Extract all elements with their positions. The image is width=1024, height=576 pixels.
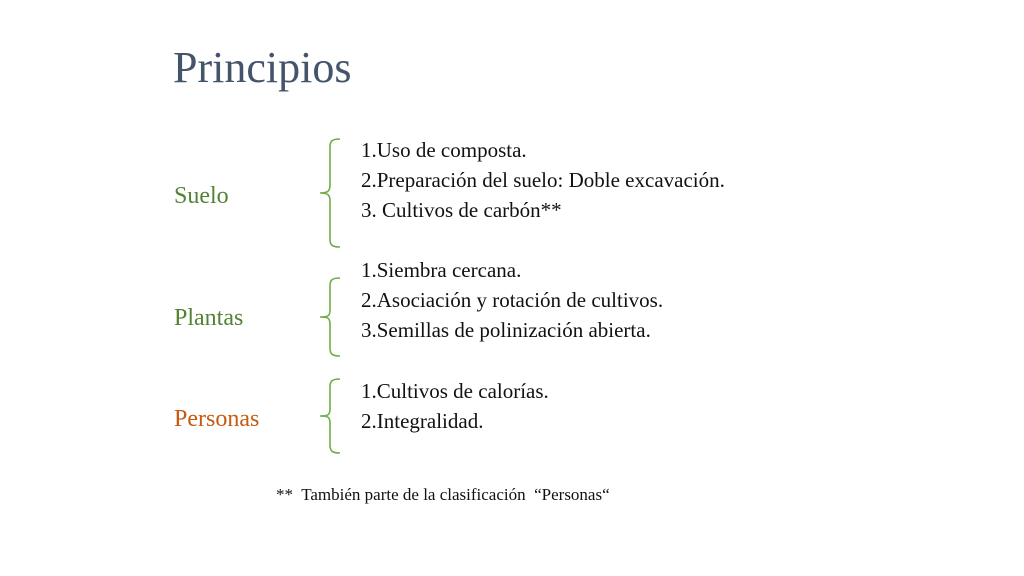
footnote: ** También parte de la clasificación “Personas“ (276, 485, 610, 504)
list-item: 1.Siembra cercana. (361, 258, 522, 282)
group-label-personas: Personas (174, 406, 260, 432)
list-item: 1.Cultivos de calorías. (361, 379, 549, 403)
list-item: 1.Uso de composta. (361, 138, 527, 162)
brace-personas-shape (318, 377, 344, 455)
brace-personas (318, 377, 344, 455)
list-item: 3.Semillas de polinización abierta. (361, 318, 651, 342)
list-item: 3. Cultivos de carbón** (361, 198, 562, 222)
page-title: Principios (173, 43, 352, 92)
list-item: 2.Preparación del suelo: Doble excavación. (361, 168, 725, 192)
brace-plantas-shape (318, 276, 344, 358)
list-item: 2.Integralidad. (361, 409, 484, 433)
list-item: 2.Asociación y rotación de cultivos. (361, 288, 664, 312)
brace-suelo-shape (318, 137, 344, 249)
list-plantas (361, 255, 663, 345)
group-label-suelo: Suelo (174, 183, 229, 209)
brace-suelo (318, 137, 344, 249)
list-personas (361, 376, 549, 436)
brace-plantas (318, 276, 344, 358)
group-label-plantas: Plantas (174, 305, 244, 331)
list-suelo (361, 135, 725, 225)
